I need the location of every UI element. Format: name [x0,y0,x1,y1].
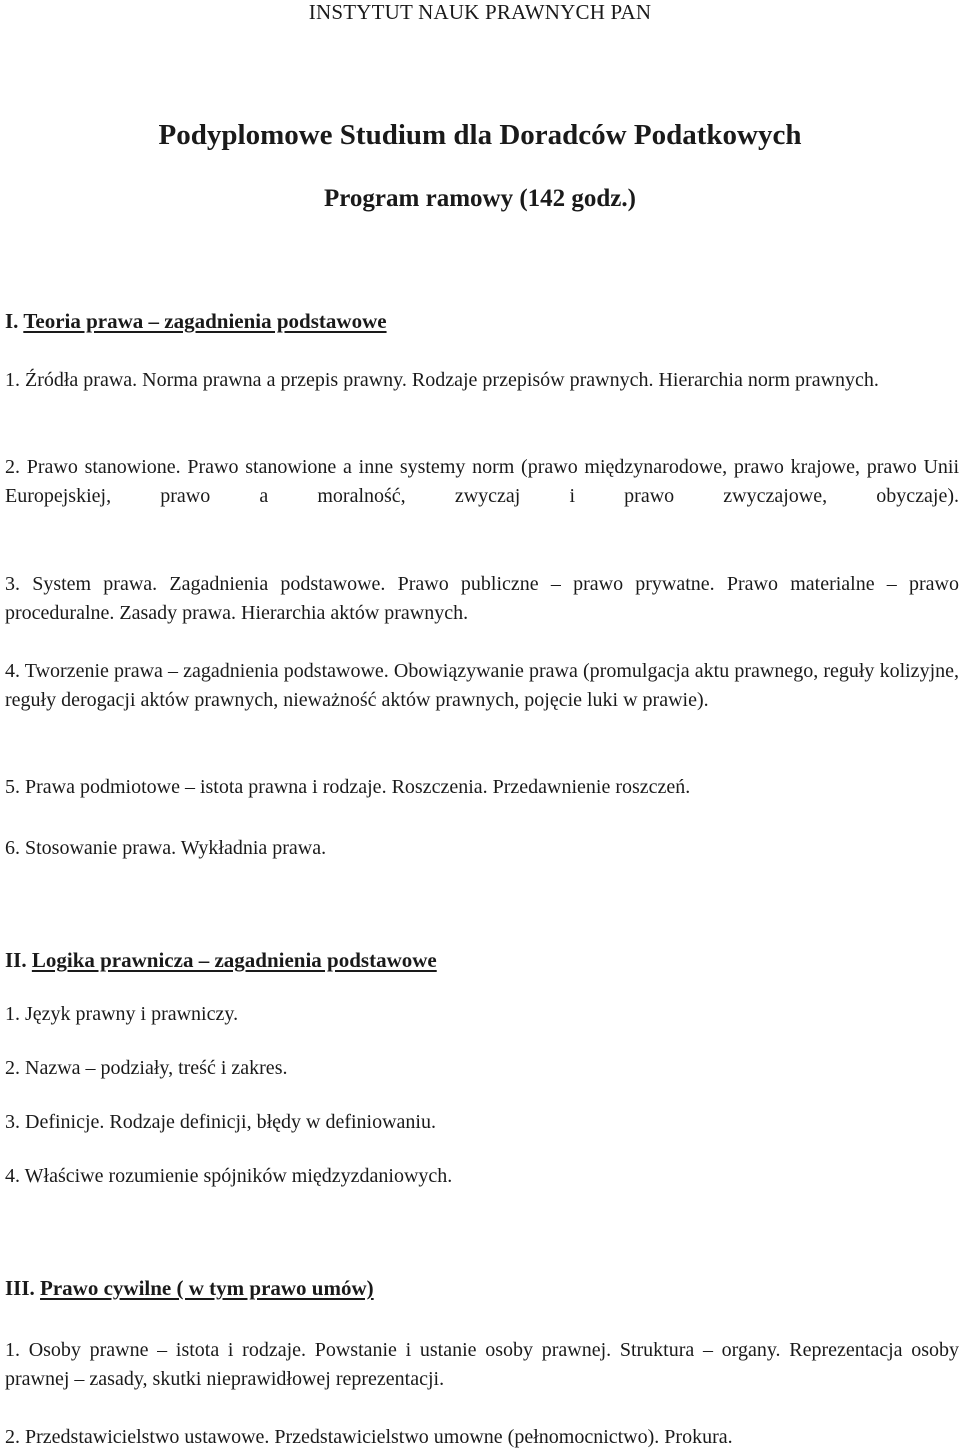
list-item: 4. Tworzenie prawa – zagadnienia podstawowe. Obowiązywanie prawa (promulgacja aktu prawnego, reguły kolizyjne, reguły derogacji aktów prawnych, nieważność aktów prawnych, pojęcie luki w prawie). [5,660,959,711]
section-heading-2 [5,947,437,973]
list-item: 5. Prawa podmiotowe – istota prawna i rodzaje. Roszczenia. Przedawnienie roszczeń. [5,776,691,798]
program-subtitle: Program ramowy (142 godz.) [324,185,636,212]
list-item: 3. System prawa. Zagadnienia podstawowe. Prawo publiczne – prawo prywatne. Prawo materialne – prawo proceduralne. Zasady prawa. Hierarchia aktów prawnych. [5,573,959,624]
document-title: Podyplomowe Studium dla Doradców Podatkowych [158,119,802,151]
section-heading-1 [5,308,387,334]
section-title: Teoria prawa – zagadnienia podstawowe [23,309,387,333]
institution-header: INSTYTUT NAUK PRAWNYCH PAN [308,0,652,24]
list-item: 3. Definicje. Rodzaje definicji, błędy w definiowaniu. [5,1111,436,1133]
list-item: 2. Przedstawicielstwo ustawowe. Przedstawicielstwo umowne (pełnomocnictwo). Prokura. [5,1426,733,1448]
list-item: 1. Język prawny i prawniczy. [5,1003,239,1025]
section-number: I. [5,309,19,333]
list-item: 2. Prawo stanowione. Prawo stanowione a inne systemy norm (prawo międzynarodowe, prawo krajowe, prawo Unii Europejskiej, prawo a moralność, zwyczaj i prawo zwyczajowe, obyczaje). [5,456,959,507]
section-title: Prawo cywilne ( w tym prawo umów) [40,1276,374,1300]
section-title: Logika prawnicza – zagadnienia podstawowe [31,948,437,972]
section-number: II. [5,948,27,972]
list-item: 6. Stosowanie prawa. Wykładnia prawa. [5,837,327,859]
section-number: III. [5,1276,35,1300]
list-item: 4. Właściwe rozumienie spójników międzyzdaniowych. [5,1165,453,1187]
list-item: 1. Osoby prawne – istota i rodzaje. Powstanie i ustanie osoby prawnej. Struktura – organy. Reprezentacja osoby prawnej – zasady, skutki nieprawidłowej reprezentacji. [5,1339,959,1390]
section-heading-3 [5,1275,374,1301]
list-item: 1. Źródła prawa. Norma prawna a przepis prawny. Rodzaje przepisów prawnych. Hierarchia norm prawnych. [5,369,879,391]
list-item: 2. Nazwa – podziały, treść i zakres. [5,1057,288,1079]
